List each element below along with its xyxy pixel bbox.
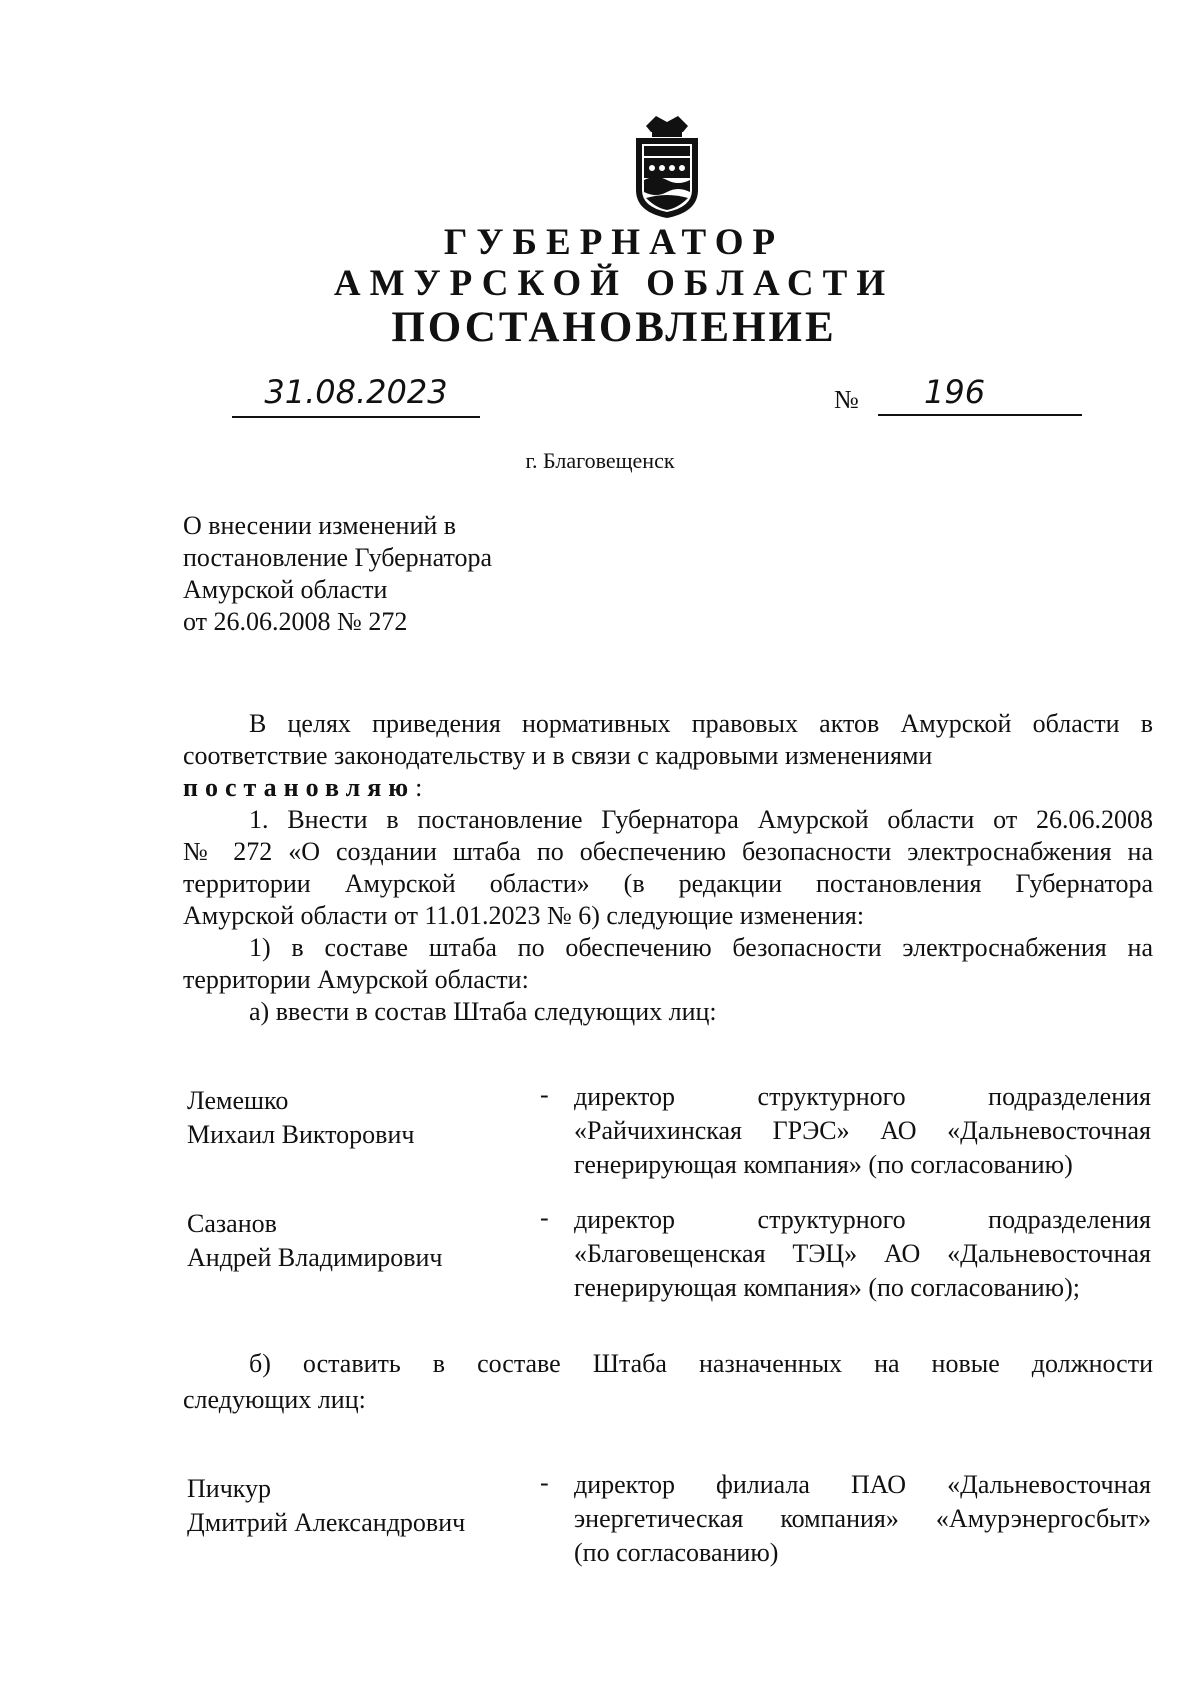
org-title-line2: АМУРСКОЙ ОБЛАСТИ	[333, 263, 895, 304]
subject-line: постановление Губернатора	[183, 543, 493, 572]
member-role-line: генерирующая компания» (по согласованию)	[574, 1150, 1073, 1179]
number-sign: №	[834, 385, 859, 414]
body-line: 1) в составе штаба по обеспечению безопасности электроснабжения на	[249, 933, 1153, 962]
body-line: В целях приведения нормативных правовых актов Амурской области в	[249, 709, 1153, 738]
member-given-names: Дмитрий Александрович	[187, 1508, 466, 1537]
member-surname: Сазанов	[187, 1209, 277, 1238]
org-title-line1: ГУБЕРНАТОР	[443, 222, 785, 263]
member-role-line: директор филиала ПАО «Дальневосточная	[574, 1470, 1151, 1499]
body-line: Амурской области от 11.01.2023 № 6) следующие изменения:	[183, 901, 865, 930]
member-role-line: (по согласованию)	[574, 1538, 779, 1567]
subject-line: О внесении изменений в	[183, 511, 457, 540]
member-role-line: «Райчихинская ГРЭС» АО «Дальневосточная	[574, 1116, 1151, 1145]
member-role-line: «Благовещенская ТЭЦ» АО «Дальневосточная	[574, 1239, 1151, 1268]
subject-line: Амурской области	[183, 575, 388, 604]
member-given-names: Андрей Владимирович	[187, 1243, 443, 1272]
member-surname: Пичкур	[187, 1474, 272, 1503]
body-line: территории Амурской области» (в редакции постановления Губернатора	[183, 869, 1153, 898]
document-number: 196	[878, 372, 1082, 416]
member-dash: -	[540, 1080, 549, 1109]
member-role-line: энергетическая компания» «Амурэнергосбыт»	[574, 1504, 1151, 1533]
decree-colon: :	[415, 773, 423, 802]
body-line: соответствие законодательству и в связи с кадровыми изменениями	[183, 741, 933, 770]
member-dash: -	[540, 1468, 549, 1497]
body-line: а) ввести в состав Штаба следующих лиц:	[249, 997, 717, 1026]
body-line: 1. Внести в постановление Губернатора Амурской области от 26.06.2008	[249, 805, 1153, 834]
document-date: 31.08.2023	[232, 372, 480, 418]
decree-line	[183, 772, 1153, 804]
member-role-line: генерирующая компания» (по согласованию);	[574, 1273, 1080, 1302]
city: г. Благовещенск	[525, 448, 675, 473]
decree-word: постановляю	[183, 773, 416, 802]
member-dash: -	[540, 1203, 549, 1232]
member-role-line: директор структурного подразделения	[574, 1205, 1151, 1234]
document-type: ПОСТАНОВЛЕНИЕ	[391, 304, 837, 351]
member-surname: Лемешко	[187, 1086, 289, 1115]
member-given-names: Михаил Викторович	[187, 1120, 415, 1149]
subject-line: от 26.06.2008 № 272	[183, 607, 408, 636]
body-line: территории Амурской области:	[183, 965, 529, 994]
body-line: № 272 «О создании штаба по обеспечению безопасности электроснабжения на	[183, 837, 1153, 866]
coat-of-arms-emblem	[628, 112, 706, 220]
body-line: б) оставить в составе Штаба назначенных на новые должности	[249, 1349, 1153, 1378]
body-line: следующих лиц:	[183, 1385, 366, 1414]
member-role-line: директор структурного подразделения	[574, 1082, 1151, 1111]
